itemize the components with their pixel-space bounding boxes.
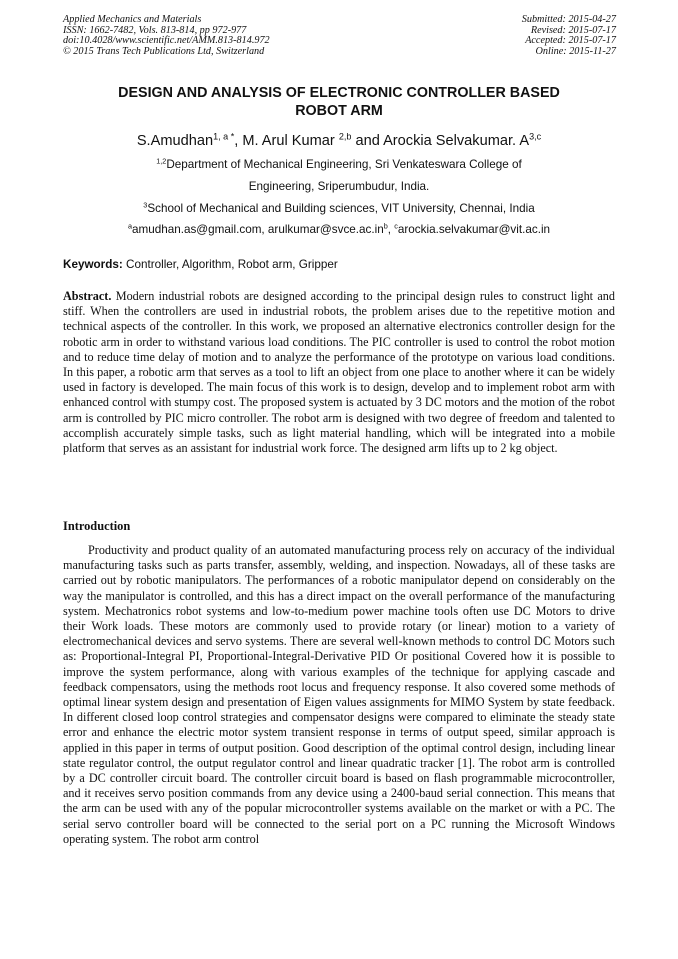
author-emails <box>63 223 615 237</box>
author-list <box>63 132 615 150</box>
email-c: arockia.selvakumar@vit.ac.in <box>397 223 551 236</box>
section-heading-introduction: Introduction <box>63 519 131 533</box>
author-2-marker: 2,b <box>338 131 352 142</box>
email-separator: , <box>387 223 395 236</box>
author-separator: , <box>234 133 243 149</box>
accepted-date: Accepted: 2015-07-17 <box>525 35 616 47</box>
author-2-name: M. Arul Kumar <box>242 133 339 149</box>
title-line-2: ROBOT ARM <box>295 103 383 119</box>
keywords-label: Keywords: <box>63 258 123 271</box>
author-1-marker: 1, a * <box>213 131 235 142</box>
abstract <box>63 289 615 456</box>
keywords-text: Controller, Algorithm, Robot arm, Gripper <box>122 258 338 271</box>
affiliation-2 <box>63 202 615 216</box>
affiliation-1-line-1 <box>63 158 615 172</box>
affiliation-2-marker: 3 <box>143 200 148 210</box>
author-3-name: Arockia Selvakumar. A <box>383 133 530 149</box>
submitted-date: Submitted: 2015-04-27 <box>521 14 616 25</box>
paper-title <box>63 84 615 120</box>
introduction-paragraph: Productivity and product quality of an automated manufacturing process rely on accuracy of the individual manufacturing tasks such as parts transfer, assembly, welding, and inspection. Nowadays, all of these tasks are carried out by robotic manipulators. The performances of a robotic manipulator depend on considerably on the way the manipulator is controlled, and this has a direct impact on the overall performance of the manufacturing system. Mechatronics robot systems and low-to-medium power machine tools often use DC Motors to drive their Work loads. These motors are commonly used to provide rotary (or linear) motion to a variety of electromechanical devices and servo systems. There are several well-known methods to control DC Motors such as: Proportional-Integral PI, Proportional-Integral-Derivative PID Or positional Covered how it is possible to improve the system performance, along with various examples of the technique for applying cascade and feedback compensators, using the methods root locus and frequency response. It also covered some methods of optimal linear system design and presentation of Eigen values assignments for MIMO System by state feedback. In different closed loop control strategies and compensator designs were compared to eliminate the steady state error and enhance the electric motor system transient response in terms of output speed, similar approach is applied in this paper in terms of output position. Good description of the optimal control design, including linear state regulator control, the output regulator control and linear quadratic tracker [1]. The robot arm is controlled by a DC controller circuit board. The controller circuit board is based on flash programmable microcontroller, and it receives servo position commands from any device using a 2400-baud serial connection. This means that the arm can be used with any of the popular microcontroller systems available on the market or with a PC. The serial servo controller board will be connected to the serial port on a PC running the Microsoft Windows operating system. The robot arm control <box>63 543 615 846</box>
copyright-line: © 2015 Trans Tech Publications Ltd, Switzerland <box>63 45 265 57</box>
affiliation-1-text: Department of Mechanical Engineering, Sri Venkateswara College of <box>166 158 522 171</box>
abstract-label: Abstract. <box>63 289 112 303</box>
keywords <box>63 258 338 271</box>
affiliation-2-text: School of Mechanical and Building sciences, VIT University, Chennai, India <box>147 202 535 215</box>
email-marker-a: a <box>127 221 132 231</box>
issn-line: ISSN: 1662-7482, Vols. 813-814, pp 972-977 <box>63 24 247 36</box>
revised-date: Revised: 2015-07-17 <box>530 24 616 36</box>
email-marker-b: b <box>383 221 388 231</box>
online-date: Online: 2015-11-27 <box>535 45 616 57</box>
author-separator: and <box>351 133 384 149</box>
email-a: amudhan.as@gmail.com, arulkumar@svce.ac.in <box>131 223 384 236</box>
journal-name: Applied Mechanics and Materials <box>63 14 202 25</box>
abstract-text: Modern industrial robots are designed according to the principal design rules to construct light and stiff. When the controllers are used in industrial robots, the problem arises due to the repetitive motion and technical aspects of the controller. In this work, we proposed an alternative electronics controller design for the robotic arm in order to withstand various load conditions. The PIC controller is used to control the robot motion and to reduce time delay of motion and to analyze the performance of the prototype on various load conditions. In this paper, a robotic arm that serves as a tool to lift an object from one place to another where it can be widely used in factory is developed. The main focus of this work is to design, develop and to implement robot arm with enhanced control with stumpy cost. The proposed system is actuated by 3 DC motors and the motion of the robot arm is controlled by PIC micro controller. The robot arm is designed with two degree of freedom and talented to accomplish accurately simple tasks, such as light material handling, which will be integrated into a mobile platform that serves as an assistant for industrial work force. The designed arm lifts up to 2 kg object. <box>63 289 615 456</box>
affiliation-1-line-2: Engineering, Sriperumbudur, India. <box>248 180 430 193</box>
affiliation-1-marker: 1,2 <box>156 156 167 166</box>
journal-header-left <box>63 15 270 57</box>
email-marker-c: c <box>394 221 398 231</box>
title-line-1: DESIGN AND ANALYSIS OF ELECTRONIC CONTROLLER BASED <box>118 85 560 101</box>
doi-line: doi:10.4028/www.scientific.net/AMM.813-814.972 <box>63 35 270 47</box>
author-3-marker: 3,c <box>529 131 542 142</box>
author-1-name: S.Amudhan <box>136 133 214 149</box>
journal-header-right <box>522 15 616 57</box>
